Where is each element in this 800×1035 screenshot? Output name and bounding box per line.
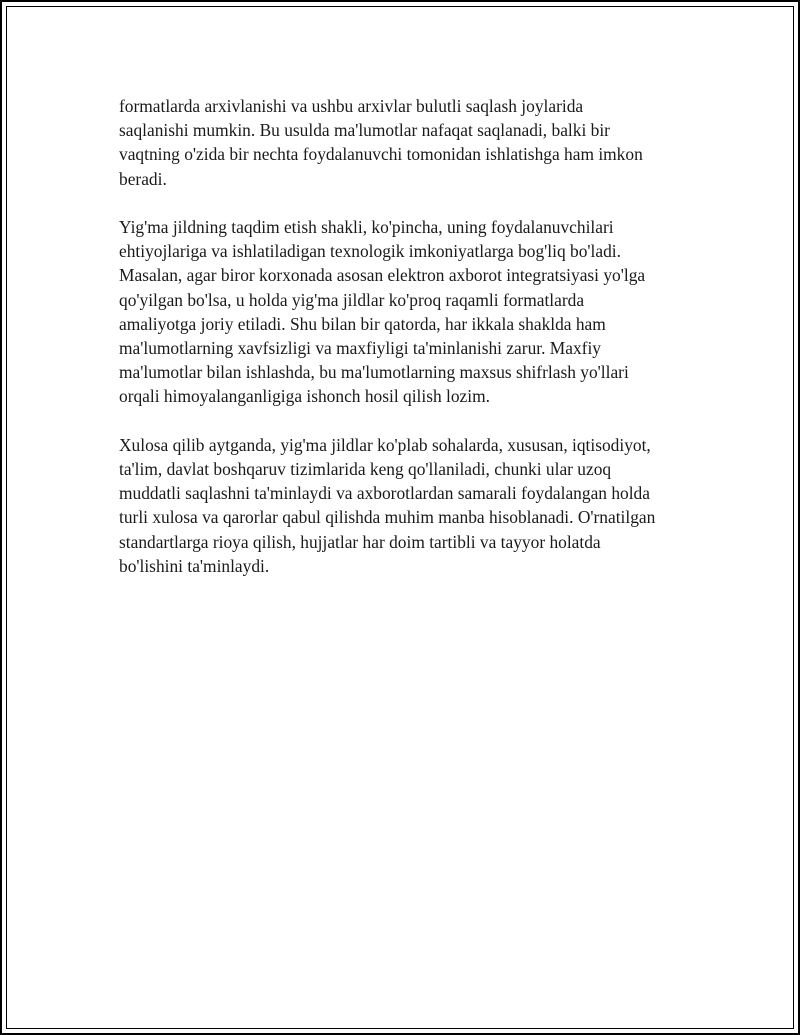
document-body <box>119 94 709 602</box>
text-line: amaliyotga joriy etiladi. Shu bilan bir qatorda, har ikkala shaklda ham <box>119 313 606 334</box>
text-line: Yig'ma jildning taqdim etish shakli, ko'pincha, uning foydalanuvchilari <box>119 217 614 237</box>
text-line: orqali himoyalanganligiga ishonch hosil qilish lozim. <box>119 386 490 407</box>
text-line: turli xulosa va qarorlar qabul qilishda muhim manba hisoblanadi. O'rnatilgan <box>119 507 656 528</box>
paragraph-2 <box>119 215 709 409</box>
text-line: formatlarda arxivlanishi va ushbu arxivlar bulutli saqlash joylarida <box>119 96 584 116</box>
paragraph-1 <box>119 94 709 191</box>
text-line: ehtiyojlariga va ishlatiladigan texnologik imkoniyatlarga bog'liq bo'ladi. <box>119 241 621 262</box>
text-line: Masalan, agar biror korxonada asosan elektron axborot integratsiyasi yo'lga <box>119 265 646 286</box>
text-line: beradi. <box>119 168 167 189</box>
text-line: saqlanishi mumkin. Bu usulda ma'lumotlar nafaqat saqlanadi, balki bir <box>119 120 610 141</box>
text-line: Xulosa qilib aytganda, yig'ma jildlar ko'plab sohalarda, xususan, iqtisodiyot, <box>119 434 651 455</box>
paragraph-3 <box>119 433 709 578</box>
text-line: qo'yilgan bo'lsa, u holda yig'ma jildlar ko'proq raqamli formatlarda <box>119 289 585 310</box>
text-line: vaqtning o'zida bir nechta foydalanuvchi tomonidan ishlatishga ham imkon <box>119 144 643 165</box>
text-line: standartlarga rioya qilish, hujjatlar har doim tartibli va tayyor holatda <box>119 531 601 552</box>
text-line: bo'lishini ta'minlaydi. <box>119 555 270 576</box>
text-line: ma'lumotlarning xavfsizligi va maxfiyligi ta'minlanishi zarur. Maxfiy <box>119 338 601 359</box>
text-line: ma'lumotlar bilan ishlashda, bu ma'lumotlarning maxsus shifrlash yo'llari <box>119 362 629 383</box>
text-line: muddatli saqlashni ta'minlaydi va axborotlardan samarali foydalangan holda <box>119 483 650 504</box>
text-line: ta'lim, davlat boshqaruv tizimlarida keng qo'llaniladi, chunki ular uzoq <box>119 459 612 480</box>
